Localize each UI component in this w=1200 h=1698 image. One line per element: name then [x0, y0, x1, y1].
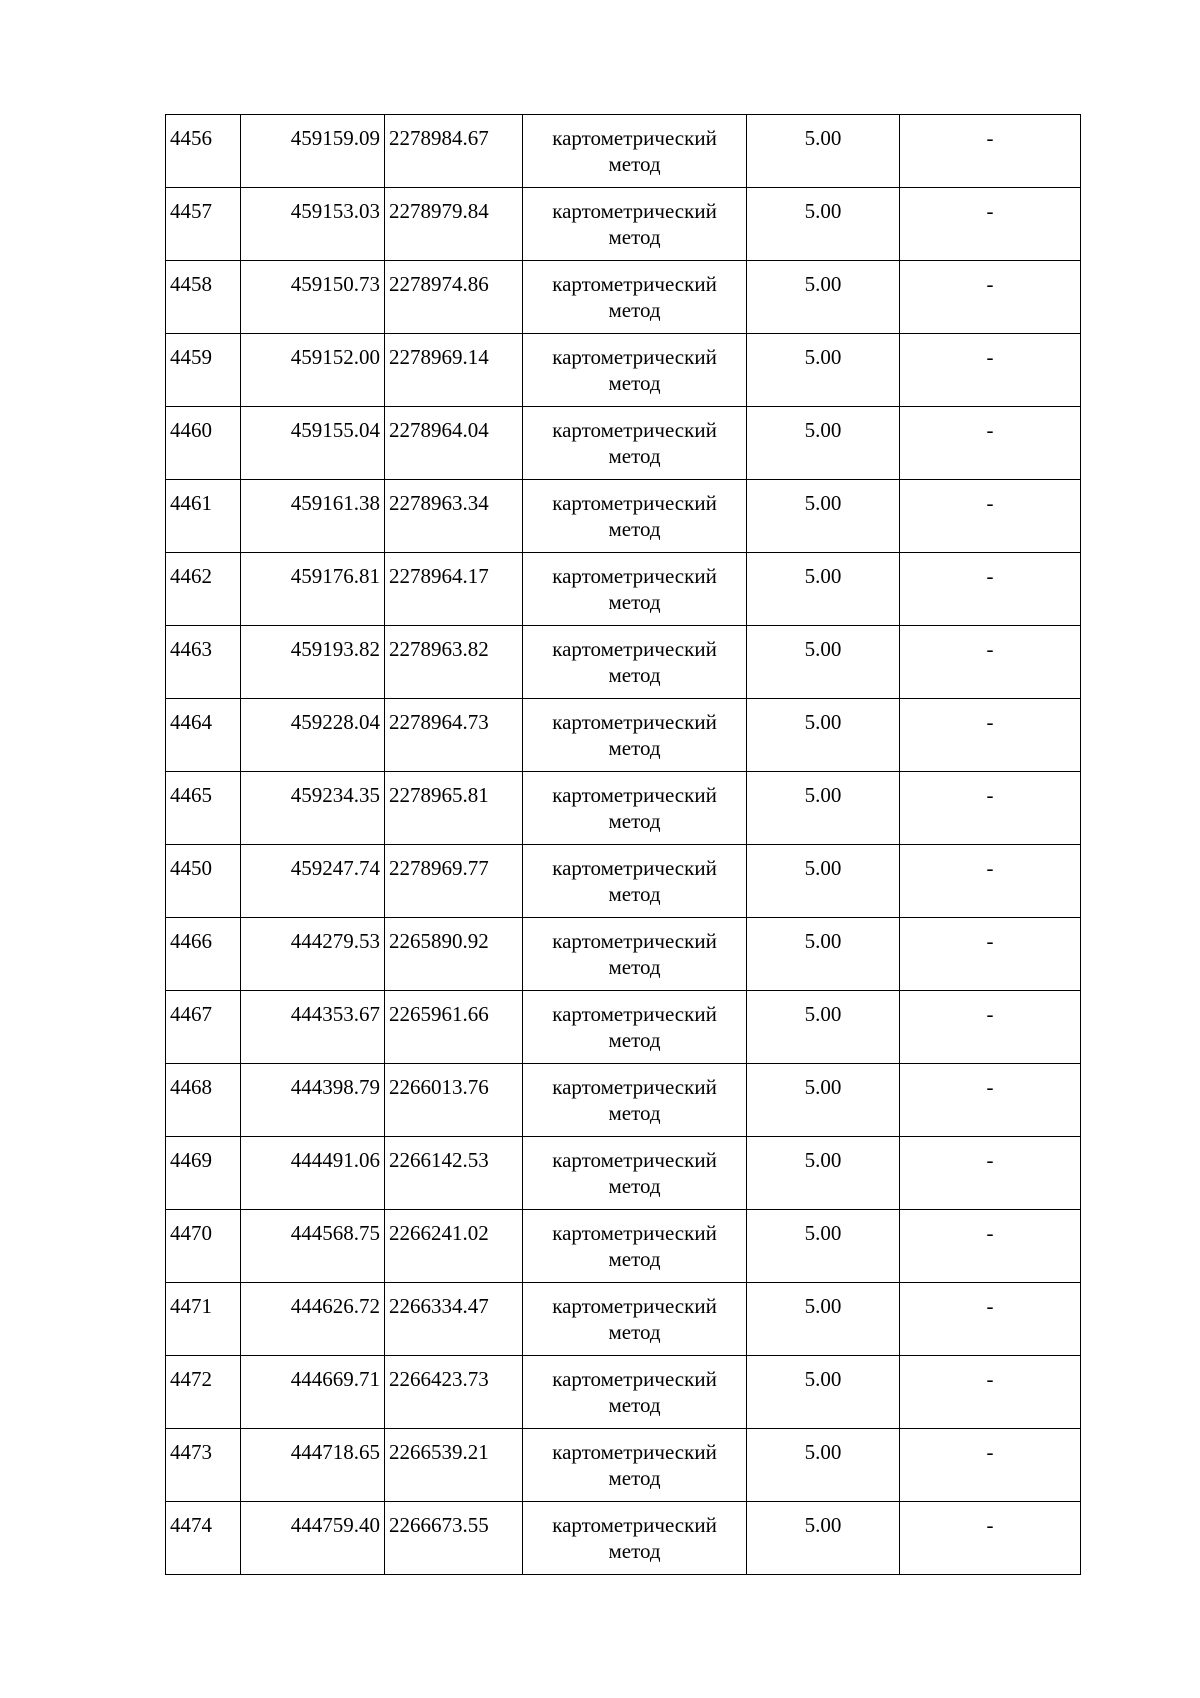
method-line-2: метод [608, 1028, 661, 1052]
x-coordinate-cell: 444759.40 [241, 1502, 385, 1575]
method-cell [523, 261, 747, 334]
accuracy-cell: 5.00 [747, 553, 900, 626]
method-line-2: метод [608, 882, 661, 906]
accuracy-cell: 5.00 [747, 334, 900, 407]
x-coordinate-cell: 444568.75 [241, 1210, 385, 1283]
point-number-cell: 4467 [166, 991, 241, 1064]
method-line-1: картометрический [552, 929, 717, 953]
description-cell: - [900, 188, 1081, 261]
y-coordinate-cell: 2278974.86 [385, 261, 523, 334]
method-cell [523, 918, 747, 991]
description-cell: - [900, 553, 1081, 626]
description-cell: - [900, 261, 1081, 334]
method-cell [523, 699, 747, 772]
method-line-2: метод [608, 444, 661, 468]
accuracy-cell: 5.00 [747, 918, 900, 991]
y-coordinate-cell: 2278969.14 [385, 334, 523, 407]
description-cell: - [900, 918, 1081, 991]
point-number-cell: 4460 [166, 407, 241, 480]
table-row [166, 772, 1081, 845]
point-number-cell: 4474 [166, 1502, 241, 1575]
method-line-1: картометрический [552, 272, 717, 296]
description-cell: - [900, 334, 1081, 407]
method-line-2: метод [608, 1174, 661, 1198]
accuracy-cell: 5.00 [747, 115, 900, 188]
y-coordinate-cell: 2278963.82 [385, 626, 523, 699]
x-coordinate-cell: 459155.04 [241, 407, 385, 480]
method-cell [523, 480, 747, 553]
method-line-2: метод [608, 517, 661, 541]
point-number-cell: 4461 [166, 480, 241, 553]
table-row [166, 553, 1081, 626]
method-line-2: метод [608, 590, 661, 614]
accuracy-cell: 5.00 [747, 991, 900, 1064]
x-coordinate-cell: 459193.82 [241, 626, 385, 699]
table-row [166, 1137, 1081, 1210]
y-coordinate-cell: 2278964.73 [385, 699, 523, 772]
method-line-2: метод [608, 1539, 661, 1563]
table-row [166, 1502, 1081, 1575]
accuracy-cell: 5.00 [747, 699, 900, 772]
description-cell: - [900, 1429, 1081, 1502]
accuracy-cell: 5.00 [747, 407, 900, 480]
method-cell [523, 115, 747, 188]
accuracy-cell: 5.00 [747, 480, 900, 553]
table-row [166, 115, 1081, 188]
point-number-cell: 4463 [166, 626, 241, 699]
method-line-2: метод [608, 663, 661, 687]
x-coordinate-cell: 444398.79 [241, 1064, 385, 1137]
description-cell: - [900, 1502, 1081, 1575]
method-cell [523, 1137, 747, 1210]
method-line-1: картометрический [552, 1367, 717, 1391]
method-line-1: картометрический [552, 1440, 717, 1464]
method-line-1: картометрический [552, 345, 717, 369]
description-cell: - [900, 480, 1081, 553]
y-coordinate-cell: 2278963.34 [385, 480, 523, 553]
method-line-1: картометрический [552, 1002, 717, 1026]
method-cell [523, 553, 747, 626]
method-line-2: метод [608, 1466, 661, 1490]
table-row [166, 845, 1081, 918]
x-coordinate-cell: 444626.72 [241, 1283, 385, 1356]
method-line-1: картометрический [552, 199, 717, 223]
method-line-1: картометрический [552, 783, 717, 807]
table-row [166, 407, 1081, 480]
method-cell [523, 1210, 747, 1283]
method-line-1: картометрический [552, 1513, 717, 1537]
x-coordinate-cell: 444353.67 [241, 991, 385, 1064]
x-coordinate-cell: 444491.06 [241, 1137, 385, 1210]
method-line-1: картометрический [552, 710, 717, 734]
accuracy-cell: 5.00 [747, 1429, 900, 1502]
description-cell: - [900, 1356, 1081, 1429]
y-coordinate-cell: 2278969.77 [385, 845, 523, 918]
table-row [166, 991, 1081, 1064]
x-coordinate-cell: 444279.53 [241, 918, 385, 991]
method-cell [523, 1356, 747, 1429]
y-coordinate-cell: 2266539.21 [385, 1429, 523, 1502]
point-number-cell: 4450 [166, 845, 241, 918]
y-coordinate-cell: 2266673.55 [385, 1502, 523, 1575]
method-line-1: картометрический [552, 1075, 717, 1099]
method-line-2: метод [608, 225, 661, 249]
point-number-cell: 4466 [166, 918, 241, 991]
method-line-2: метод [608, 1247, 661, 1271]
y-coordinate-cell: 2265961.66 [385, 991, 523, 1064]
method-line-1: картометрический [552, 491, 717, 515]
table-row [166, 1210, 1081, 1283]
method-line-1: картометрический [552, 856, 717, 880]
point-number-cell: 4473 [166, 1429, 241, 1502]
description-cell: - [900, 407, 1081, 480]
point-number-cell: 4457 [166, 188, 241, 261]
table-row [166, 1064, 1081, 1137]
table-row [166, 1356, 1081, 1429]
method-line-1: картометрический [552, 1148, 717, 1172]
y-coordinate-cell: 2278964.17 [385, 553, 523, 626]
description-cell: - [900, 845, 1081, 918]
description-cell: - [900, 1283, 1081, 1356]
method-line-2: метод [608, 371, 661, 395]
point-number-cell: 4464 [166, 699, 241, 772]
method-line-2: метод [608, 809, 661, 833]
table-row [166, 1429, 1081, 1502]
x-coordinate-cell: 459234.35 [241, 772, 385, 845]
point-number-cell: 4465 [166, 772, 241, 845]
x-coordinate-cell: 459228.04 [241, 699, 385, 772]
method-line-2: метод [608, 1393, 661, 1417]
accuracy-cell: 5.00 [747, 261, 900, 334]
table-row [166, 261, 1081, 334]
method-cell [523, 1429, 747, 1502]
method-line-1: картометрический [552, 564, 717, 588]
description-cell: - [900, 626, 1081, 699]
method-line-1: картометрический [552, 418, 717, 442]
table-row [166, 918, 1081, 991]
accuracy-cell: 5.00 [747, 772, 900, 845]
y-coordinate-cell: 2266013.76 [385, 1064, 523, 1137]
table-row [166, 480, 1081, 553]
method-line-2: метод [608, 152, 661, 176]
method-line-1: картометрический [552, 1294, 717, 1318]
point-number-cell: 4468 [166, 1064, 241, 1137]
x-coordinate-cell: 444669.71 [241, 1356, 385, 1429]
description-cell: - [900, 772, 1081, 845]
method-cell [523, 334, 747, 407]
point-number-cell: 4472 [166, 1356, 241, 1429]
x-coordinate-cell: 459176.81 [241, 553, 385, 626]
method-line-2: метод [608, 955, 661, 979]
description-cell: - [900, 115, 1081, 188]
y-coordinate-cell: 2278964.04 [385, 407, 523, 480]
accuracy-cell: 5.00 [747, 1502, 900, 1575]
x-coordinate-cell: 459247.74 [241, 845, 385, 918]
point-number-cell: 4458 [166, 261, 241, 334]
accuracy-cell: 5.00 [747, 1064, 900, 1137]
accuracy-cell: 5.00 [747, 1283, 900, 1356]
description-cell: - [900, 699, 1081, 772]
method-cell [523, 1064, 747, 1137]
method-line-1: картометрический [552, 1221, 717, 1245]
accuracy-cell: 5.00 [747, 1356, 900, 1429]
y-coordinate-cell: 2266423.73 [385, 1356, 523, 1429]
method-cell [523, 991, 747, 1064]
point-number-cell: 4462 [166, 553, 241, 626]
x-coordinate-cell: 459150.73 [241, 261, 385, 334]
method-cell [523, 1502, 747, 1575]
x-coordinate-cell: 459153.03 [241, 188, 385, 261]
method-cell [523, 407, 747, 480]
table-row [166, 188, 1081, 261]
method-cell [523, 772, 747, 845]
method-line-2: метод [608, 1320, 661, 1344]
point-number-cell: 4469 [166, 1137, 241, 1210]
method-cell [523, 188, 747, 261]
point-number-cell: 4456 [166, 115, 241, 188]
method-line-1: картометрический [552, 126, 717, 150]
table-row [166, 699, 1081, 772]
method-line-2: метод [608, 1101, 661, 1125]
y-coordinate-cell: 2266241.02 [385, 1210, 523, 1283]
table-row [166, 334, 1081, 407]
method-line-2: метод [608, 736, 661, 760]
point-number-cell: 4470 [166, 1210, 241, 1283]
y-coordinate-cell: 2278984.67 [385, 115, 523, 188]
table-row [166, 1283, 1081, 1356]
y-coordinate-cell: 2266142.53 [385, 1137, 523, 1210]
method-cell [523, 626, 747, 699]
x-coordinate-cell: 459161.38 [241, 480, 385, 553]
x-coordinate-cell: 444718.65 [241, 1429, 385, 1502]
method-cell [523, 1283, 747, 1356]
description-cell: - [900, 1064, 1081, 1137]
y-coordinate-cell: 2266334.47 [385, 1283, 523, 1356]
accuracy-cell: 5.00 [747, 845, 900, 918]
method-line-1: картометрический [552, 637, 717, 661]
description-cell: - [900, 1137, 1081, 1210]
y-coordinate-cell: 2278965.81 [385, 772, 523, 845]
table-row [166, 626, 1081, 699]
x-coordinate-cell: 459152.00 [241, 334, 385, 407]
coordinates-table [165, 114, 1081, 1575]
accuracy-cell: 5.00 [747, 188, 900, 261]
accuracy-cell: 5.00 [747, 1137, 900, 1210]
accuracy-cell: 5.00 [747, 1210, 900, 1283]
accuracy-cell: 5.00 [747, 626, 900, 699]
x-coordinate-cell: 459159.09 [241, 115, 385, 188]
y-coordinate-cell: 2265890.92 [385, 918, 523, 991]
method-cell [523, 845, 747, 918]
description-cell: - [900, 1210, 1081, 1283]
point-number-cell: 4471 [166, 1283, 241, 1356]
y-coordinate-cell: 2278979.84 [385, 188, 523, 261]
method-line-2: метод [608, 298, 661, 322]
coordinates-table-body [166, 115, 1081, 1575]
description-cell: - [900, 991, 1081, 1064]
point-number-cell: 4459 [166, 334, 241, 407]
